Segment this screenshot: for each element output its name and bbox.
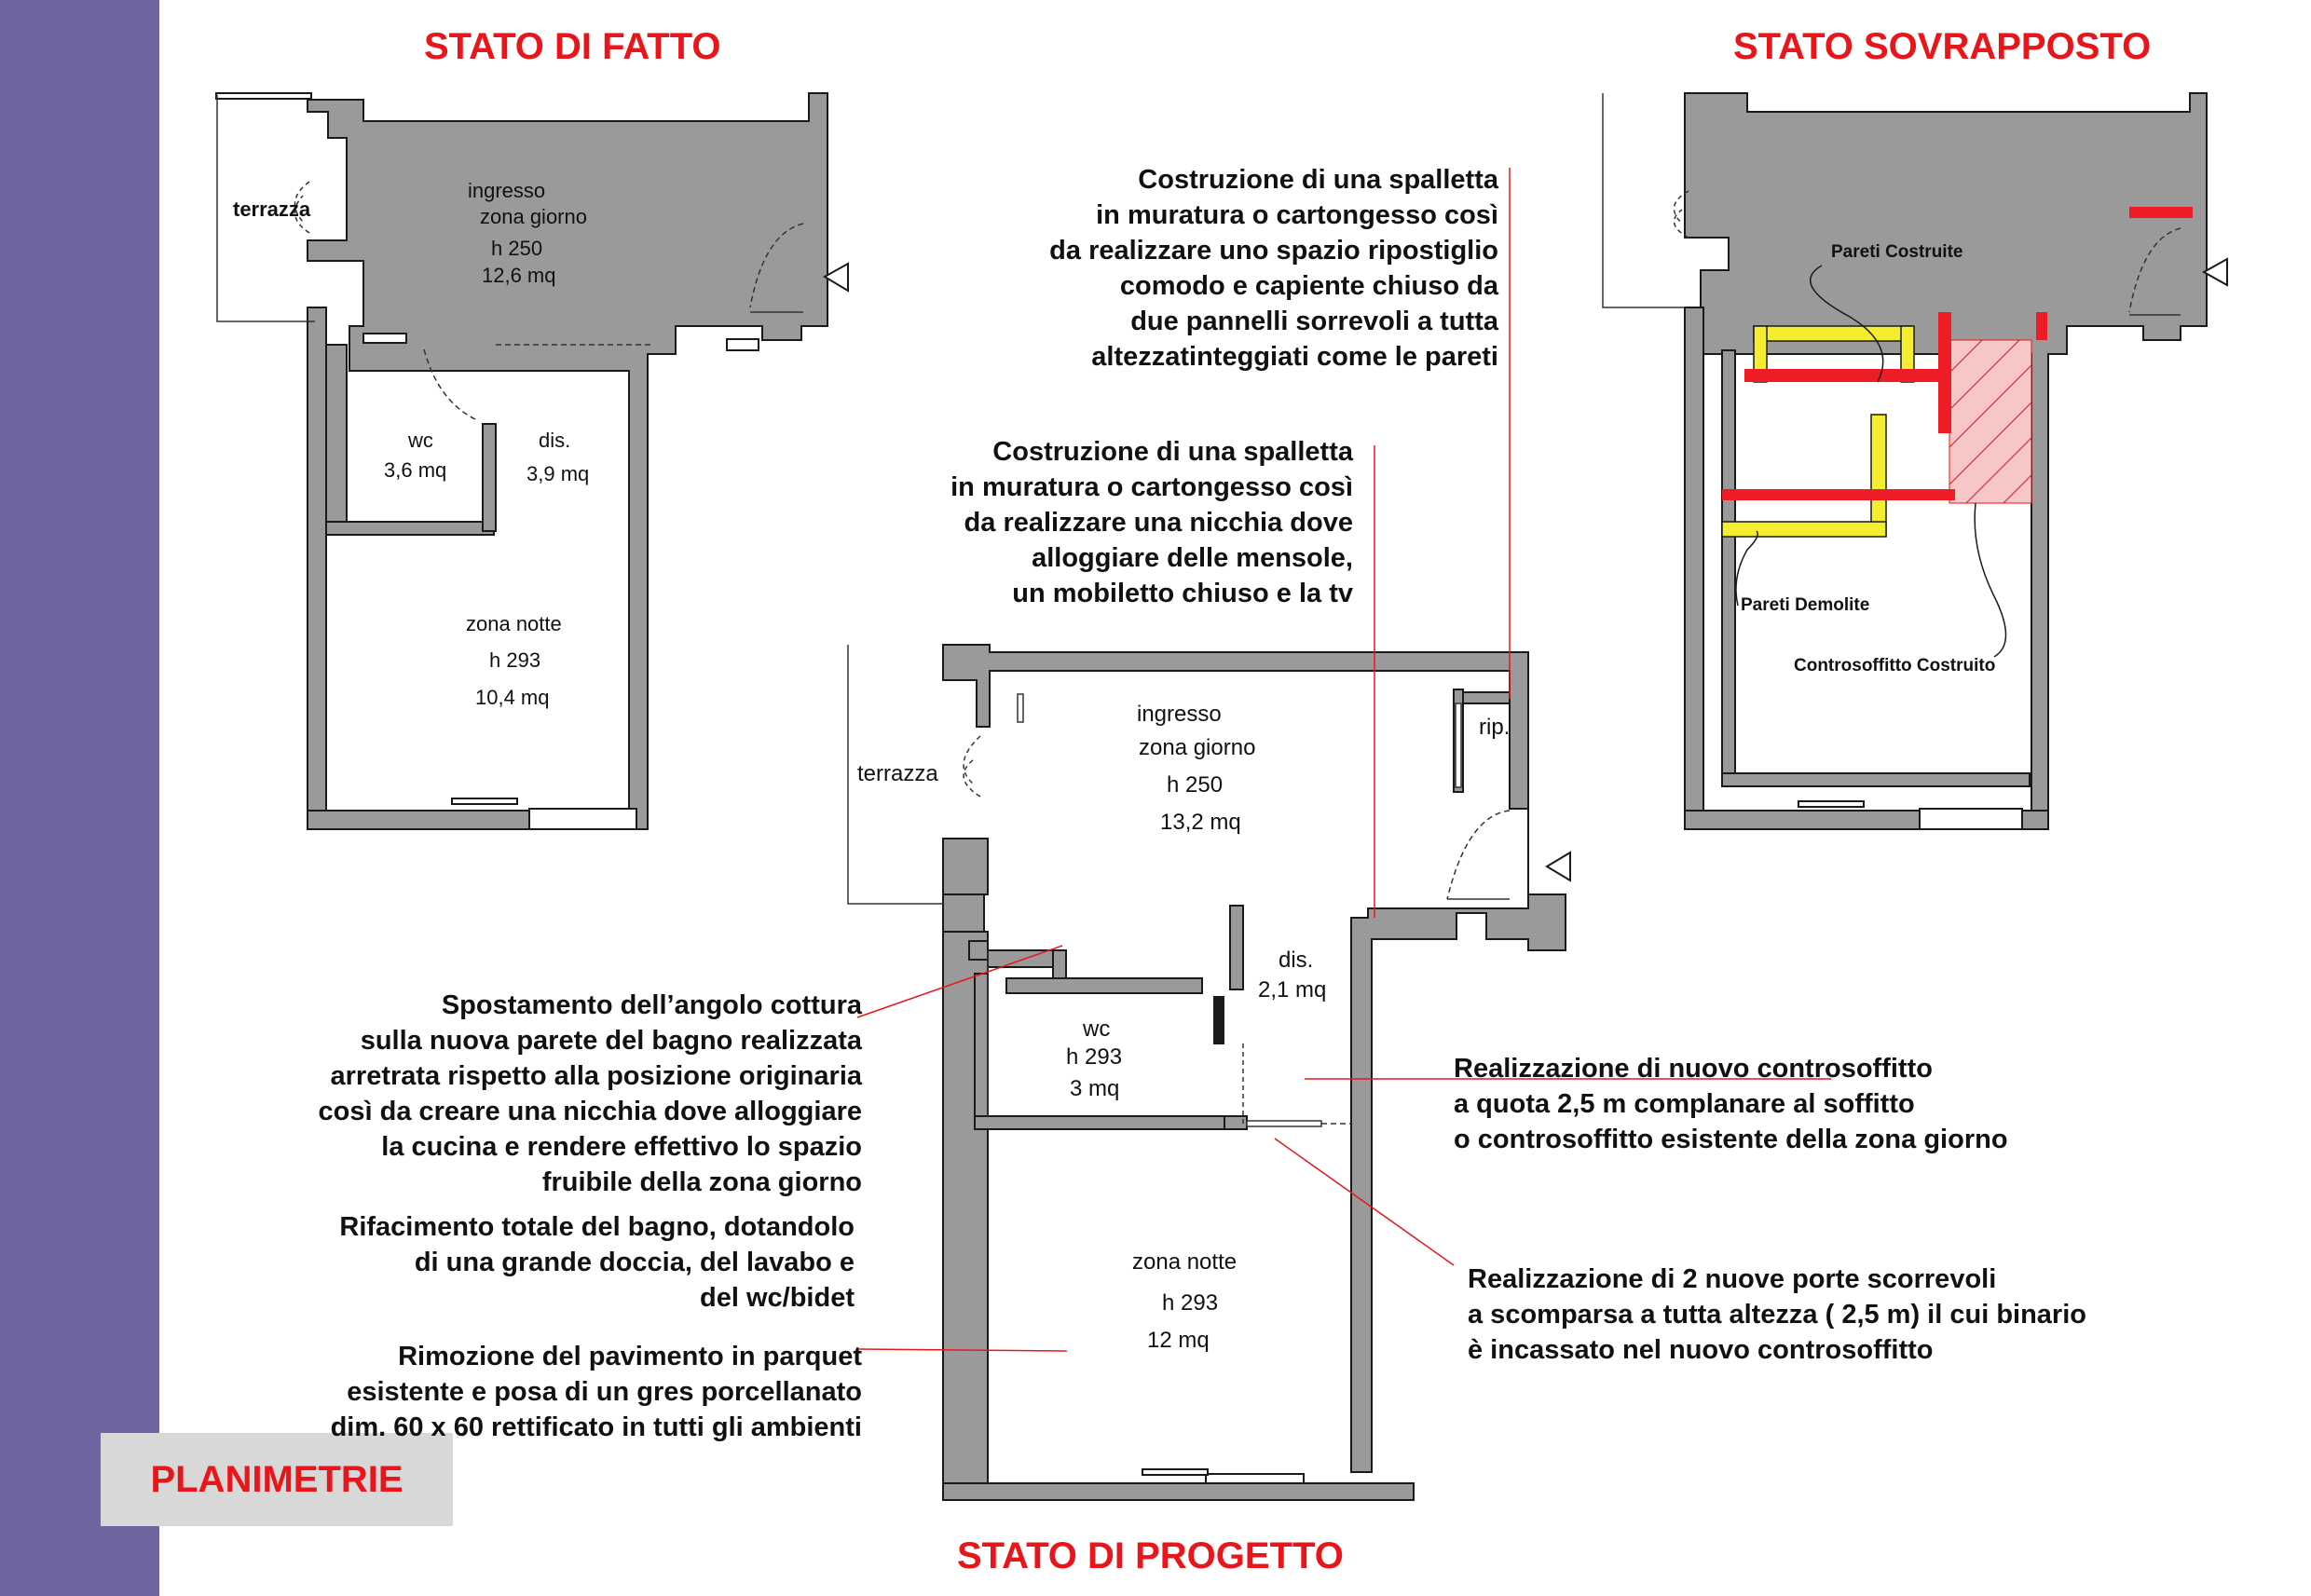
note-kitchen-line: fruibile della zona giorno [541,1167,862,1197]
note-bathroom [339,1209,855,1316]
note-niche-wall-line: in muratura o cartongesso così [950,472,1353,502]
note-kitchen-line: così da creare una nicchia dove alloggiare [318,1097,862,1126]
overlay-legend-ceiling: Controsoffitto Costruito [1794,656,1996,675]
note-ceiling-line: o controsoffitto esistente della zona giorno [1454,1125,2008,1154]
note-bathroom-line: Rifacimento totale del bagno, dotandolo [339,1212,855,1242]
note-bathroom-line: di una grande doccia, del lavabo e [414,1248,855,1277]
note-kitchen-line: Spostamento dell’angolo cottura [441,990,862,1020]
existing-living-line2: zona giorno [480,205,587,228]
existing-terrace-label: terrazza [233,198,311,221]
plan-existing [216,93,848,829]
project-wc-line3: 3 mq [1070,1076,1120,1101]
note-doors [1468,1262,2086,1368]
section-label: PLANIMETRIE [101,1433,453,1526]
note-kitchen-line: sulla nuova parete del bagno realizzata [360,1026,862,1056]
project-living-line2: zona giorno [1139,735,1256,760]
existing-hall-line1: dis. [539,429,571,452]
note-kitchen [319,988,862,1200]
note-floor-line: Rimozione del pavimento in parquet [398,1342,862,1371]
plan-overlay-walls [1685,93,2207,829]
note-doors-line: è incassato nel nuovo controsoffitto [1468,1335,1934,1365]
note-storage-wall-line: due pannelli sorrevoli a tutta [1130,307,1498,336]
note-niche-wall [950,434,1353,611]
note-bathroom-line: del wc/bidet [700,1283,855,1313]
existing-night-line3: 10,4 mq [475,686,550,709]
project-wc-line2: h 293 [1066,1044,1123,1070]
existing-living-line3: h 250 [491,237,543,260]
project-terrace-label: terrazza [857,761,938,786]
overlay-demolished-walls [1722,326,1914,537]
note-kitchen-line: la cucina e rendere effettivo lo spazio [381,1132,862,1162]
note-floor [331,1339,862,1445]
note-ceiling-line: Realizzazione di nuovo controsoffitto [1454,1054,1933,1084]
note-doors-line: a scomparsa a tutta altezza ( 2,5 m) il cui binario [1468,1300,2086,1330]
project-entry-door [1447,811,1510,899]
plan-overlay [1603,93,2227,829]
note-storage-wall-line: altezzatinteggiati come le pareti [1091,342,1498,372]
project-storage-label: rip. [1479,715,1511,740]
existing-wc-line1: wc [408,429,433,452]
overlay-hatched-ceiling [1949,340,2031,503]
note-kitchen-line: arretrata rispetto alla posizione originaria [330,1061,862,1091]
project-entrance-arrow [1547,853,1570,880]
note-niche-wall-line: da realizzare una nicchia dove [964,508,1353,538]
project-wc-line1: wc [1083,1016,1111,1042]
note-storage-wall-line: da realizzare uno spazio ripostiglio [1049,236,1498,266]
existing-night-line2: h 293 [489,648,541,672]
project-living-line3: h 250 [1167,772,1224,798]
note-storage-wall-line: comodo e capiente chiuso da [1119,271,1498,301]
note-niche-wall-line: un mobiletto chiuso e la tv [1012,579,1353,608]
note-storage-wall-line: in muratura o cartongesso così [1096,200,1498,230]
existing-hall-line2: 3,9 mq [526,462,590,485]
project-sliding-door [1247,1121,1321,1126]
title-project: STATO DI PROGETTO [957,1535,1344,1576]
title-overlay: STATO SOVRAPPOSTO [1733,26,2152,67]
project-living-line4: 13,2 mq [1160,810,1241,835]
note-niche-wall-line: Costruzione di una spalletta [992,437,1353,467]
existing-living-line4: 12,6 mq [482,264,556,287]
project-living-line1: ingresso [1137,702,1222,727]
note-doors-line: Realizzazione di 2 nuove porte scorrevoli [1468,1264,1997,1294]
note-niche-wall-line: alloggiare delle mensole, [1032,543,1353,573]
leader-floor [859,1349,1067,1351]
project-night-line2: h 293 [1162,1290,1219,1316]
title-existing: STATO DI FATTO [424,26,721,67]
project-night-line3: 12 mq [1147,1328,1210,1353]
note-storage-wall-line: Costruzione di una spalletta [1138,165,1498,195]
note-ceiling-line: a quota 2,5 m complanare al soffitto [1454,1089,1915,1119]
existing-living-line1: ingresso [468,179,546,202]
project-hall-line2: 2,1 mq [1258,977,1327,1003]
existing-night-line1: zona notte [466,612,562,635]
existing-wc-line2: 3,6 mq [384,458,447,482]
project-night-line1: zona notte [1132,1249,1238,1275]
note-storage-wall [1049,162,1498,375]
project-hall-line1: dis. [1279,948,1314,973]
overlay-legend-demolished: Pareti Demolite [1741,595,1870,615]
note-floor-line: esistente e posa di un gres porcellanato [347,1377,862,1407]
note-ceiling [1454,1051,2008,1157]
overlay-legend-built: Pareti Costruite [1831,242,1963,262]
note-floor-line: dim. 60 x 60 rettificato in tutti gli ambienti [330,1412,862,1442]
